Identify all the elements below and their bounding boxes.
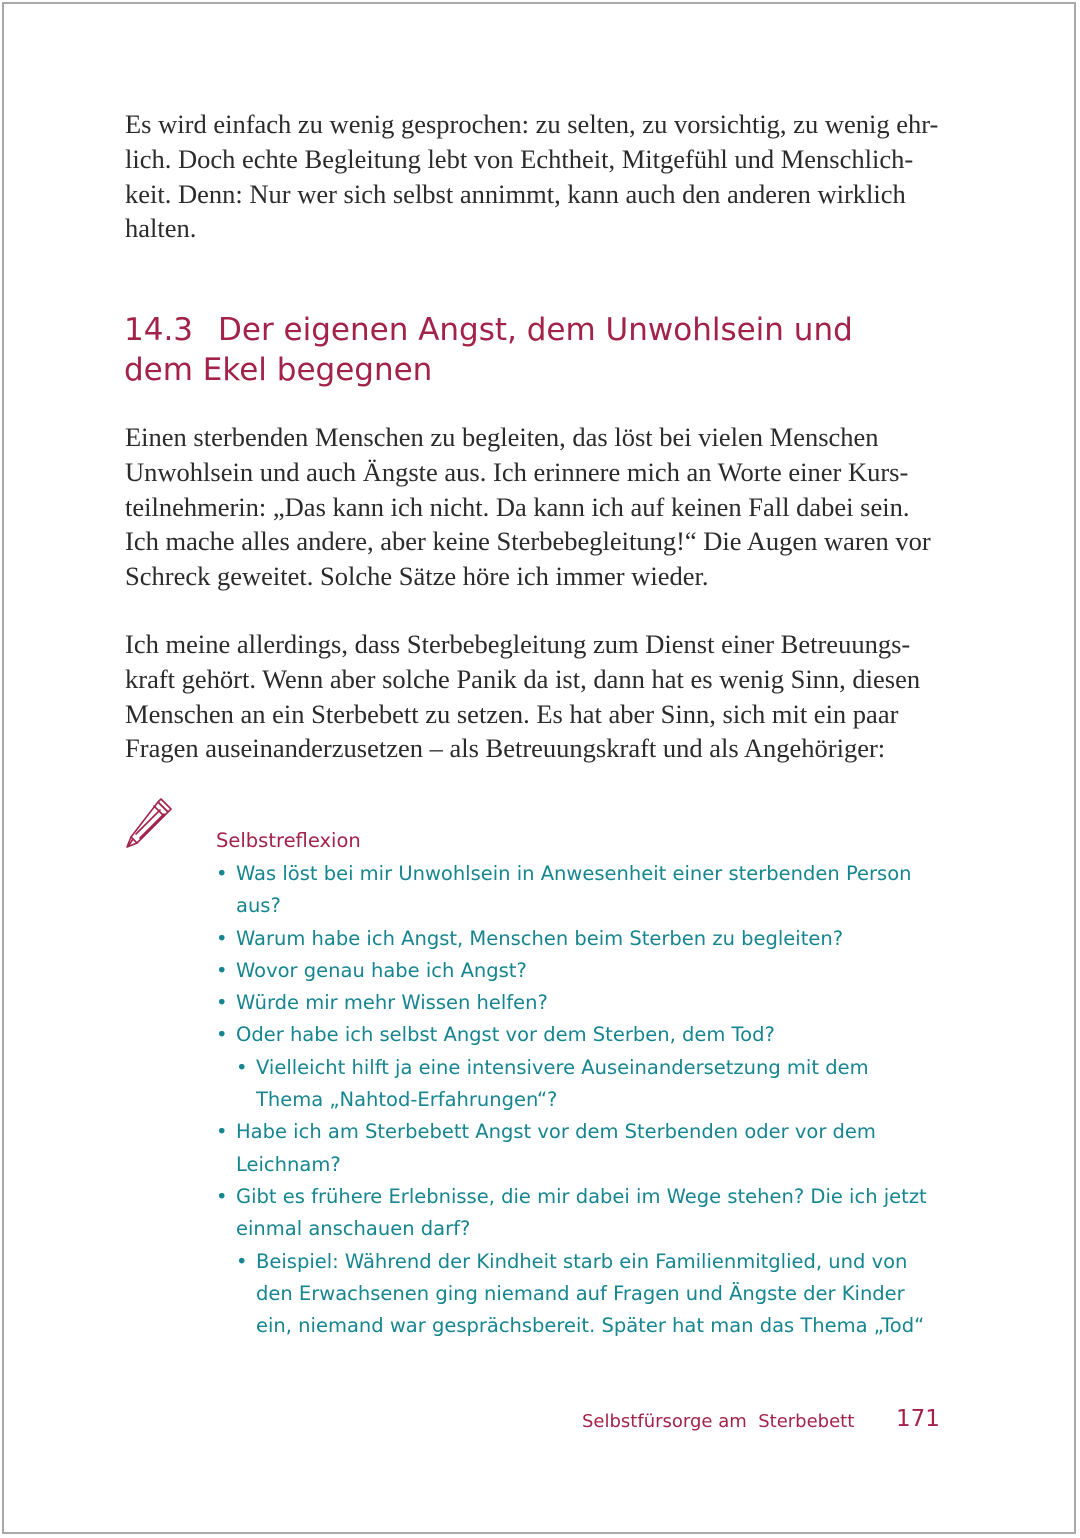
list-item-line: • Würde mir mehr Wissen helfen? — [236, 991, 548, 1015]
section-title-line: Der eigenen Angst, dem Unwohlsein und — [218, 312, 853, 348]
paragraph-line: Ich meine allerdings, dass Sterbebegleitung zum Dienst einer Betreuungs- — [125, 629, 911, 659]
list-item-line: aus? — [236, 894, 281, 918]
list-item-line: • Habe ich am Sterbebett Angst vor dem Sterbenden oder vor dem — [236, 1120, 876, 1144]
paragraph-line: lich. Doch echte Begleitung lebt von Echtheit, Mitgefühl und Menschlich- — [125, 143, 914, 174]
list-item-line: • Wovor genau habe ich Angst? — [236, 958, 527, 982]
paragraph-line: halten. — [125, 213, 197, 244]
list-item — [216, 1181, 956, 1246]
list-item — [216, 1019, 956, 1051]
paragraph-line: kraft gehört. Wenn aber solche Panik da ist, dann hat es wenig Sinn, diesen — [125, 663, 921, 694]
list-item — [216, 1116, 956, 1181]
list-item-line: • Beispiel: Während der Kindheit starb ein Familienmitglied, und von — [256, 1249, 908, 1273]
paragraph-2 — [125, 420, 945, 594]
paragraph-line: Einen sterbenden Menschen zu begleiten, das löst bei vielen Menschen — [125, 422, 879, 452]
list-item-line: • Warum habe ich Angst, Menschen beim Sterben zu begleiten? — [236, 926, 844, 950]
reflection-title: Selbstreflexion — [216, 829, 361, 852]
list-item-line: ein, niemand war gesprächsbereit. Später hat man das Thema „Tod“ — [256, 1314, 925, 1338]
list-item — [216, 858, 956, 923]
section-title-line: dem Ekel begegnen — [124, 352, 433, 388]
paragraph-1 — [125, 107, 945, 246]
running-footer-title: Selbstfürsorge am Sterbebett — [582, 1411, 855, 1432]
pencil-icon — [124, 798, 174, 850]
list-item — [216, 923, 956, 955]
sub-list-item — [236, 1052, 956, 1117]
sub-list-item — [236, 1246, 956, 1343]
paragraph-line: Ich mache alles andere, aber keine Sterbebegleitung!“ Die Augen waren vor — [125, 526, 931, 557]
list-item-line: • Gibt es frühere Erlebnisse, die mir dabei im Wege stehen? Die ich jetzt — [236, 1184, 927, 1208]
list-item-line: • Was löst bei mir Unwohlsein in Anwesenheit einer sterbenden Person — [236, 862, 912, 885]
page-number: 171 — [896, 1406, 940, 1432]
paragraph-line: Es wird einfach zu wenig gesprochen: zu selten, zu vorsichtig, zu wenig ehr- — [125, 109, 939, 139]
paragraph-line: teilnehmerin: „Das kann ich nicht. Da kann ich auf keinen Fall dabei sein. — [125, 491, 910, 522]
paragraph-line: Menschen an ein Sterbebett zu setzen. Es hat aber Sinn, sich mit ein paar — [125, 698, 899, 729]
paragraph-line: Unwohlsein und auch Ängste aus. Ich erinnere mich an Worte einer Kurs- — [125, 456, 909, 487]
reflection-list — [216, 858, 956, 1342]
paragraph-line: keit. Denn: Nur wer sich selbst annimmt, kann auch den anderen wirklich — [125, 178, 906, 209]
paragraph-line: Schreck geweitet. Solche Sätze höre ich immer wieder. — [125, 561, 709, 592]
list-item — [216, 955, 956, 987]
list-item-line: • Oder habe ich selbst Angst vor dem Sterben, dem Tod? — [236, 1023, 775, 1047]
paragraph-3 — [125, 627, 945, 766]
section-heading — [124, 310, 944, 390]
paragraph-line: Fragen auseinanderzusetzen – als Betreuungskraft und als Angehöriger: — [125, 733, 886, 764]
list-item-line: Leichnam? — [236, 1152, 341, 1176]
list-item-line: Thema „Nahtod-Erfahrungen“? — [256, 1088, 558, 1112]
list-item-line: • Vielleicht hilft ja eine intensivere Auseinandersetzung mit dem — [256, 1055, 869, 1079]
section-number: 14.3 — [124, 312, 194, 348]
list-item-line: einmal anschauen darf? — [236, 1217, 471, 1241]
list-item — [216, 987, 956, 1019]
list-item-line: den Erwachsenen ging niemand auf Fragen und Ängste der Kinder — [256, 1281, 905, 1305]
